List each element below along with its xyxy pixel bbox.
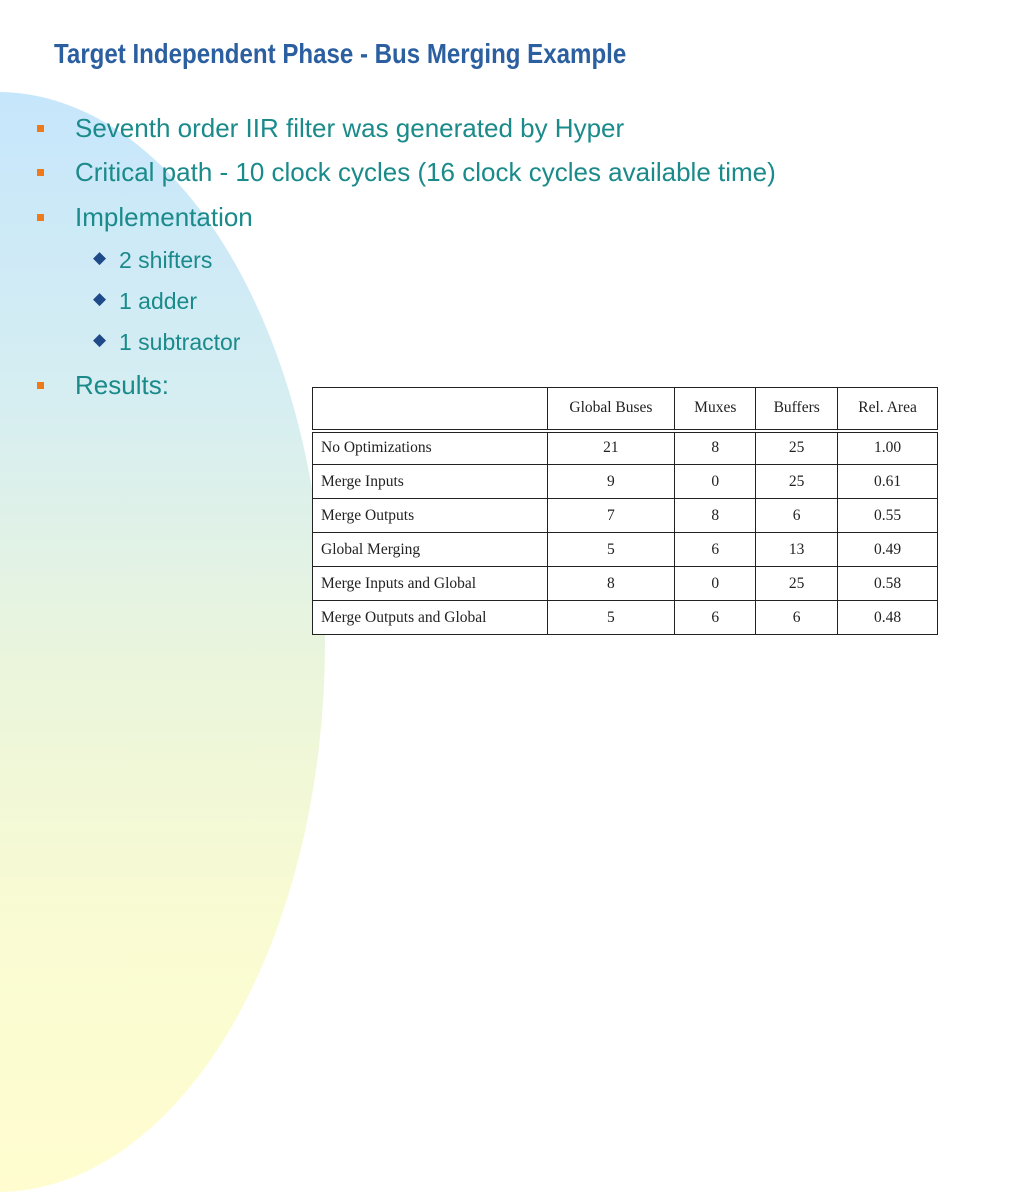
sub-bullet-text: 2 shifters (119, 247, 213, 273)
bullet-item (75, 157, 776, 188)
table-cell: 6 (756, 499, 838, 533)
square-bullet-icon (37, 214, 44, 221)
slide-title: Target Independent Phase - Bus Merging Example (54, 38, 627, 69)
table-cell: No Optimizations (313, 431, 548, 465)
table-row (313, 567, 938, 601)
sub-bullet-text: 1 adder (119, 288, 198, 314)
square-bullet-icon (37, 382, 44, 389)
diamond-bullet-icon: ◆ (93, 330, 107, 349)
table-cell: 5 (547, 533, 675, 567)
table-cell: Merge Inputs and Global (313, 567, 548, 601)
table-cell: 6 (756, 601, 838, 635)
table-cell: 25 (756, 465, 838, 499)
table-cell: Merge Outputs (313, 499, 548, 533)
table-cell: 0.61 (838, 465, 938, 499)
table-cell: Global Merging (313, 533, 548, 567)
table-row (313, 601, 938, 635)
table-cell: 8 (547, 567, 675, 601)
bullet-text: Implementation (75, 202, 253, 232)
table-row (313, 499, 938, 533)
table-cell: 25 (756, 431, 838, 465)
table-cell: 0 (675, 567, 756, 601)
bullet-item (75, 370, 169, 401)
table-header-cell: Muxes (675, 388, 756, 431)
table-cell: 8 (675, 499, 756, 533)
table-cell: 5 (547, 601, 675, 635)
table-cell: 0.58 (838, 567, 938, 601)
diamond-bullet-icon: ◆ (93, 248, 107, 267)
table-cell: 0.49 (838, 533, 938, 567)
sub-bullet-item (93, 247, 213, 274)
table-cell: 7 (547, 499, 675, 533)
table-cell: 6 (675, 533, 756, 567)
table-header-cell: Global Buses (547, 388, 675, 431)
bullet-item (75, 113, 624, 144)
sub-bullet-item (93, 329, 241, 356)
table-cell: Merge Outputs and Global (313, 601, 548, 635)
table-cell: 0.48 (838, 601, 938, 635)
table-cell: 21 (547, 431, 675, 465)
table-cell: 9 (547, 465, 675, 499)
bullet-text: Critical path - 10 clock cycles (16 clock cycles available time) (75, 157, 776, 187)
table-row (313, 465, 938, 499)
bullet-text: Results: (75, 370, 169, 400)
table-header-cell (313, 388, 548, 431)
table-header-row (313, 388, 938, 431)
diamond-bullet-icon: ◆ (93, 289, 107, 308)
table-row (313, 431, 938, 465)
table-cell: 0 (675, 465, 756, 499)
bullet-text: Seventh order IIR filter was generated by Hyper (75, 113, 625, 143)
table-cell: 25 (756, 567, 838, 601)
table-row (313, 533, 938, 567)
square-bullet-icon (37, 169, 44, 176)
table-header-cell: Buffers (756, 388, 838, 431)
results-table (312, 387, 938, 635)
bullet-item (75, 202, 253, 233)
sub-bullet-text: 1 subtractor (119, 329, 241, 355)
table-cell: 1.00 (838, 431, 938, 465)
table-cell: 6 (675, 601, 756, 635)
table-cell: Merge Inputs (313, 465, 548, 499)
sub-bullet-item (93, 288, 198, 315)
square-bullet-icon (37, 125, 44, 132)
table-cell: 8 (675, 431, 756, 465)
table-cell: 13 (756, 533, 838, 567)
table-header-cell: Rel. Area (838, 388, 938, 431)
table-cell: 0.55 (838, 499, 938, 533)
